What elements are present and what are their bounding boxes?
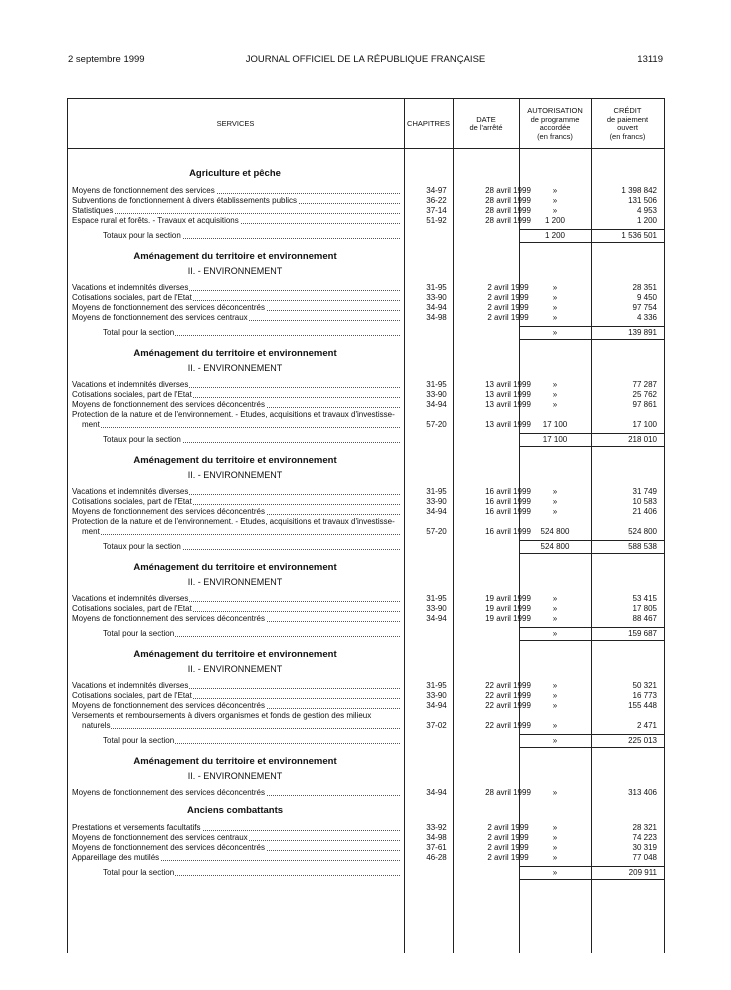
credit-cell: 28 351 <box>632 283 657 292</box>
credit-cell: 17 100 <box>632 420 657 429</box>
credit-cell: 25 762 <box>632 390 657 399</box>
total-rule <box>519 734 665 735</box>
table-row <box>67 497 665 507</box>
credit-cell: 77 048 <box>632 853 657 862</box>
credit-cell: 97 861 <box>632 400 657 409</box>
row-label <box>72 216 400 226</box>
date-cell: 16 avril 1999 <box>485 487 531 496</box>
autorisation-cell: » <box>552 681 558 690</box>
table-row <box>67 594 665 604</box>
total-autorisation: 1 200 <box>544 231 566 240</box>
total-bottom-rule <box>519 640 665 642</box>
autorisation-cell: » <box>552 303 558 312</box>
table-row <box>67 380 665 390</box>
chapter-cell: 34-98 <box>426 313 447 322</box>
table-row <box>67 400 665 410</box>
autorisation-cell: » <box>552 313 558 322</box>
row-label-text: Total pour la section <box>103 328 175 337</box>
credit-cell: 4 953 <box>636 206 657 215</box>
total-credit: 139 891 <box>628 328 657 337</box>
autorisation-cell: » <box>552 843 558 852</box>
section-title: Aménagement du territoire et environnement <box>133 562 337 573</box>
table-row <box>67 196 665 206</box>
table-row <box>67 206 665 216</box>
section-title: Anciens combattants <box>186 805 284 816</box>
row-label <box>82 420 410 430</box>
chapter-cell: 51-92 <box>426 216 447 225</box>
credit-cell: 88 467 <box>632 614 657 623</box>
chapter-cell: 46-28 <box>426 853 447 862</box>
credit-cell: 131 506 <box>628 196 657 205</box>
row-label-text: Vacations et indemnités diverses <box>72 380 189 389</box>
total-row <box>67 868 665 878</box>
total-bottom-rule <box>519 747 665 749</box>
table-row <box>67 721 665 731</box>
row-label-text: Vacations et indemnités diverses <box>72 681 189 690</box>
section-subtitle: II. - ENVIRONNEMENT <box>187 266 283 276</box>
row-label-text: Cotisations sociales, part de l'Etat <box>72 293 192 302</box>
table-row <box>67 420 665 430</box>
row-label-text: Totaux pour la section <box>103 435 181 444</box>
date-cell: 28 avril 1999 <box>485 186 531 195</box>
table-row <box>67 293 665 303</box>
date-cell: 13 avril 1999 <box>485 380 531 389</box>
spacer <box>67 881 665 886</box>
credit-cell: 77 287 <box>632 380 657 389</box>
autorisation-cell: » <box>552 380 558 389</box>
row-label <box>72 206 400 216</box>
chapter-cell: 34-98 <box>426 833 447 842</box>
section-title: Aménagement du territoire et environnement <box>133 251 337 262</box>
row-label-text: Cotisations sociales, part de l'Etat <box>72 497 192 506</box>
date-cell: 28 avril 1999 <box>485 196 531 205</box>
table-row <box>67 823 665 833</box>
total-bottom-rule <box>519 879 665 881</box>
autorisation-cell: » <box>552 604 558 613</box>
date-cell: 2 avril 1999 <box>487 293 529 302</box>
total-rule <box>519 229 665 230</box>
section-title: Agriculture et pêche <box>189 168 281 179</box>
table-row <box>67 517 665 527</box>
row-label-text: Vacations et indemnités diverses <box>72 283 189 292</box>
total-row <box>67 328 665 338</box>
col-header-autorisation: AUTORISATION de programme accordée (en francs) <box>527 106 583 141</box>
journal-title: JOURNAL OFFICIEL DE LA RÉPUBLIQUE FRANÇAISE <box>245 54 486 65</box>
row-label-text: Protection de la nature et de l'environnement. - Etudes, acquisitions et travaux d'investisse- <box>72 410 395 419</box>
table-row <box>67 843 665 853</box>
total-row <box>67 542 665 552</box>
chapter-cell: 33-90 <box>426 497 447 506</box>
row-label <box>72 303 400 313</box>
date-cell: 19 avril 1999 <box>485 614 531 623</box>
section-title: Aménagement du territoire et environnement <box>133 348 337 359</box>
total-autorisation: 524 800 <box>540 542 570 551</box>
row-label-text: Protection de la nature et de l'environnement. - Etudes, acquisitions et travaux d'investisse- <box>72 517 395 526</box>
chapter-cell: 33-90 <box>426 293 447 302</box>
total-row <box>67 629 665 639</box>
chapter-cell: 34-94 <box>426 400 447 409</box>
credit-cell: 2 471 <box>636 721 657 730</box>
row-label-text: Total pour la section <box>103 868 175 877</box>
row-label <box>103 542 431 552</box>
total-row <box>67 736 665 746</box>
table-row <box>67 711 665 721</box>
date-cell: 2 avril 1999 <box>487 833 529 842</box>
row-label-text: Vacations et indemnités diverses <box>72 487 189 496</box>
autorisation-cell: » <box>552 507 558 516</box>
row-label-text: Appareillage des mutilés <box>72 853 160 862</box>
row-label <box>72 711 400 721</box>
total-rule <box>519 540 665 541</box>
row-label-text: Totaux pour la section <box>103 231 181 240</box>
chapter-cell: 37-61 <box>426 843 447 852</box>
table-row <box>67 410 665 420</box>
chapter-cell: 34-97 <box>426 186 447 195</box>
col-header-services: SERVICES <box>216 118 255 128</box>
chapter-cell: 33-90 <box>426 691 447 700</box>
section-title: Aménagement du territoire et environnement <box>133 756 337 767</box>
section-subtitle: II. - ENVIRONNEMENT <box>187 470 283 480</box>
date-cell: 2 avril 1999 <box>487 313 529 322</box>
credit-cell: 21 406 <box>632 507 657 516</box>
row-label <box>72 283 400 293</box>
date-cell: 2 avril 1999 <box>487 303 529 312</box>
autorisation-cell: 17 100 <box>542 420 568 429</box>
date-cell: 22 avril 1999 <box>485 691 531 700</box>
page-number: 13119 <box>637 54 663 65</box>
date-cell: 16 avril 1999 <box>485 507 531 516</box>
autorisation-cell: » <box>552 614 558 623</box>
header-date: 2 septembre 1999 <box>68 54 145 65</box>
chapter-cell: 34-94 <box>426 788 447 797</box>
table-row <box>67 390 665 400</box>
table-row <box>67 216 665 226</box>
table-row <box>67 701 665 711</box>
row-label <box>103 328 431 338</box>
row-label-text: Moyens de fonctionnement des services centraux <box>72 313 248 322</box>
row-label <box>72 691 400 701</box>
row-label <box>72 380 400 390</box>
credit-cell: 17 805 <box>632 604 657 613</box>
row-label-text: Moyens de fonctionnement des services <box>72 186 215 195</box>
row-label <box>72 410 400 420</box>
date-cell: 28 avril 1999 <box>485 216 531 225</box>
credit-cell: 16 773 <box>632 691 657 700</box>
table-row <box>67 691 665 701</box>
credit-cell: 97 754 <box>632 303 657 312</box>
table-row <box>67 788 665 798</box>
section-subtitle: II. - ENVIRONNEMENT <box>187 664 283 674</box>
chapter-cell: 34-94 <box>426 701 447 710</box>
date-cell: 19 avril 1999 <box>485 594 531 603</box>
table-row <box>67 614 665 624</box>
chapter-cell: 31-95 <box>426 681 447 690</box>
date-cell: 2 avril 1999 <box>487 283 529 292</box>
row-label-text: Total pour la section <box>103 736 175 745</box>
total-bottom-rule <box>519 446 665 448</box>
autorisation-cell: » <box>552 186 558 195</box>
row-label-text: Moyens de fonctionnement des services déconcentrés <box>72 507 265 516</box>
credit-cell: 31 749 <box>632 487 657 496</box>
autorisation-cell: » <box>552 400 558 409</box>
total-row <box>67 231 665 241</box>
row-label <box>103 231 431 241</box>
date-cell: 13 avril 1999 <box>485 420 531 429</box>
credit-cell: 30 319 <box>632 843 657 852</box>
autorisation-cell: » <box>552 833 558 842</box>
col-header-chapitres: CHAPITRES <box>407 118 450 128</box>
row-label-text: Moyens de fonctionnement des services centraux <box>72 833 248 842</box>
credit-cell: 28 321 <box>632 823 657 832</box>
table-row <box>67 604 665 614</box>
autorisation-cell: » <box>552 701 558 710</box>
row-label <box>82 527 410 537</box>
section-subtitle: II. - ENVIRONNEMENT <box>187 771 283 781</box>
total-credit: 588 538 <box>628 542 657 551</box>
row-label-text: Cotisations sociales, part de l'Etat <box>72 604 192 613</box>
date-cell: 19 avril 1999 <box>485 604 531 613</box>
autorisation-cell: 1 200 <box>544 216 566 225</box>
credit-cell: 74 223 <box>632 833 657 842</box>
total-bottom-rule <box>519 553 665 555</box>
total-autorisation: » <box>552 736 558 745</box>
total-credit: 159 687 <box>628 629 657 638</box>
date-cell: 13 avril 1999 <box>485 400 531 409</box>
row-label <box>72 604 400 614</box>
credit-cell: 10 583 <box>632 497 657 506</box>
row-label-text: ment <box>82 527 100 536</box>
date-cell: 2 avril 1999 <box>487 843 529 852</box>
chapter-cell: 33-90 <box>426 390 447 399</box>
row-label <box>72 823 400 833</box>
table-row <box>67 853 665 863</box>
row-label <box>72 517 400 527</box>
row-label-text: Moyens de fonctionnement des services déconcentrés <box>72 614 265 623</box>
total-credit: 1 536 501 <box>621 231 657 240</box>
row-label-text: Cotisations sociales, part de l'Etat <box>72 691 192 700</box>
row-label-text: Total pour la section <box>103 629 175 638</box>
date-cell: 2 avril 1999 <box>487 853 529 862</box>
credits-table <box>67 98 665 953</box>
date-cell: 16 avril 1999 <box>485 527 531 536</box>
header-divider <box>67 148 665 149</box>
date-cell: 13 avril 1999 <box>485 390 531 399</box>
total-row <box>67 435 665 445</box>
row-label-text: Statistiques <box>72 206 114 215</box>
table-border-top <box>67 98 665 99</box>
row-label <box>72 681 400 691</box>
credit-cell: 1 398 842 <box>621 186 657 195</box>
autorisation-cell: » <box>552 206 558 215</box>
credit-cell: 155 448 <box>628 701 657 710</box>
section-subtitle: II. - ENVIRONNEMENT <box>187 577 283 587</box>
row-label-text: Subventions de fonctionnement à divers établissements publics <box>72 196 298 205</box>
row-label-text: Moyens de fonctionnement des services déconcentrés <box>72 303 265 312</box>
row-label-text: Moyens de fonctionnement des services déconcentrés <box>72 400 265 409</box>
total-credit: 225 013 <box>628 736 657 745</box>
total-rule <box>519 326 665 327</box>
chapter-cell: 36-22 <box>426 196 447 205</box>
table-row <box>67 833 665 843</box>
row-label <box>72 833 400 843</box>
row-label <box>72 497 400 507</box>
credit-cell: 9 450 <box>636 293 657 302</box>
autorisation-cell: » <box>552 594 558 603</box>
row-label-text: Moyens de fonctionnement des services déconcentrés <box>72 843 265 852</box>
row-label <box>103 736 431 746</box>
row-label-text: naturels <box>82 721 111 730</box>
total-rule <box>519 627 665 628</box>
date-cell: 16 avril 1999 <box>485 497 531 506</box>
autorisation-cell: » <box>552 487 558 496</box>
autorisation-cell: » <box>552 823 558 832</box>
row-label <box>103 435 431 445</box>
autorisation-cell: » <box>552 390 558 399</box>
row-label-text: Moyens de fonctionnement des services déconcentrés <box>72 701 265 710</box>
credit-cell: 4 336 <box>636 313 657 322</box>
total-autorisation: 17 100 <box>542 435 568 444</box>
chapter-cell: 33-92 <box>426 823 447 832</box>
col-header-date: DATE de l'arrêté <box>469 114 503 132</box>
date-cell: 22 avril 1999 <box>485 701 531 710</box>
total-bottom-rule <box>519 242 665 244</box>
total-credit: 209 911 <box>628 868 657 877</box>
chapter-cell: 31-95 <box>426 380 447 389</box>
row-label-text: Prestations et versements facultatifs <box>72 823 201 832</box>
total-rule <box>519 866 665 867</box>
row-label-text: Moyens de fonctionnement des services déconcentrés <box>72 788 265 797</box>
row-label <box>72 487 400 497</box>
chapter-cell: 57-20 <box>426 420 447 429</box>
autorisation-cell: » <box>552 196 558 205</box>
chapter-cell: 34-94 <box>426 303 447 312</box>
chapter-cell: 34-94 <box>426 507 447 516</box>
row-label <box>82 721 410 731</box>
autorisation-cell: » <box>552 691 558 700</box>
col-header-credit: CRÉDIT de paiement ouvert (en francs) <box>606 106 649 141</box>
autorisation-cell: » <box>552 853 558 862</box>
row-label-text: Totaux pour la section <box>103 542 181 551</box>
credit-cell: 1 200 <box>636 216 657 225</box>
chapter-cell: 57-20 <box>426 527 447 536</box>
date-cell: 22 avril 1999 <box>485 681 531 690</box>
credit-cell: 313 406 <box>628 788 657 797</box>
chapter-cell: 31-95 <box>426 283 447 292</box>
chapter-cell: 37-14 <box>426 206 447 215</box>
autorisation-cell: 524 800 <box>540 527 570 536</box>
autorisation-cell: » <box>552 721 558 730</box>
chapter-cell: 31-95 <box>426 487 447 496</box>
autorisation-cell: » <box>552 293 558 302</box>
row-label-text: ment <box>82 420 100 429</box>
autorisation-cell: » <box>552 788 558 797</box>
row-label <box>72 594 400 604</box>
total-bottom-rule <box>519 339 665 341</box>
table-row <box>67 283 665 293</box>
chapter-cell: 34-94 <box>426 614 447 623</box>
date-cell: 2 avril 1999 <box>487 823 529 832</box>
credit-cell: 53 415 <box>632 594 657 603</box>
row-label <box>72 507 400 517</box>
date-cell: 22 avril 1999 <box>485 721 531 730</box>
total-autorisation: » <box>552 328 558 337</box>
row-label-text: Vacations et indemnités diverses <box>72 594 189 603</box>
chapter-cell: 33-90 <box>426 604 447 613</box>
date-cell: 28 avril 1999 <box>485 788 531 797</box>
row-label <box>72 400 400 410</box>
row-label <box>103 868 431 878</box>
table-body <box>67 166 665 886</box>
date-cell: 28 avril 1999 <box>485 206 531 215</box>
row-label <box>103 629 431 639</box>
autorisation-cell: » <box>552 497 558 506</box>
total-autorisation: » <box>552 629 558 638</box>
table-row <box>67 507 665 517</box>
total-autorisation: » <box>552 868 558 877</box>
row-label <box>72 788 400 798</box>
section-title: Aménagement du territoire et environnement <box>133 455 337 466</box>
row-label-text: Versements et remboursements à divers organismes et fonds de gestion des milieux <box>72 711 372 720</box>
chapter-cell: 37-02 <box>426 721 447 730</box>
table-row <box>67 527 665 537</box>
section-title: Aménagement du territoire et environnement <box>133 649 337 660</box>
row-label <box>72 186 400 196</box>
row-label <box>72 390 400 400</box>
total-rule <box>519 433 665 434</box>
row-label <box>72 614 400 624</box>
section-subtitle: II. - ENVIRONNEMENT <box>187 363 283 373</box>
credit-cell: 50 321 <box>632 681 657 690</box>
row-label <box>72 293 400 303</box>
credit-cell: 524 800 <box>628 527 657 536</box>
row-label <box>72 701 400 711</box>
row-label <box>72 853 400 863</box>
table-row <box>67 681 665 691</box>
row-label <box>72 313 400 323</box>
table-row <box>67 303 665 313</box>
table-row <box>67 186 665 196</box>
row-label-text: Espace rural et forêts. - Travaux et acquisitions <box>72 216 239 225</box>
table-row <box>67 487 665 497</box>
autorisation-cell: » <box>552 283 558 292</box>
table-row <box>67 313 665 323</box>
row-label <box>72 843 400 853</box>
row-label <box>72 196 400 206</box>
row-label-text: Cotisations sociales, part de l'Etat <box>72 390 192 399</box>
total-credit: 218 010 <box>628 435 657 444</box>
chapter-cell: 31-95 <box>426 594 447 603</box>
